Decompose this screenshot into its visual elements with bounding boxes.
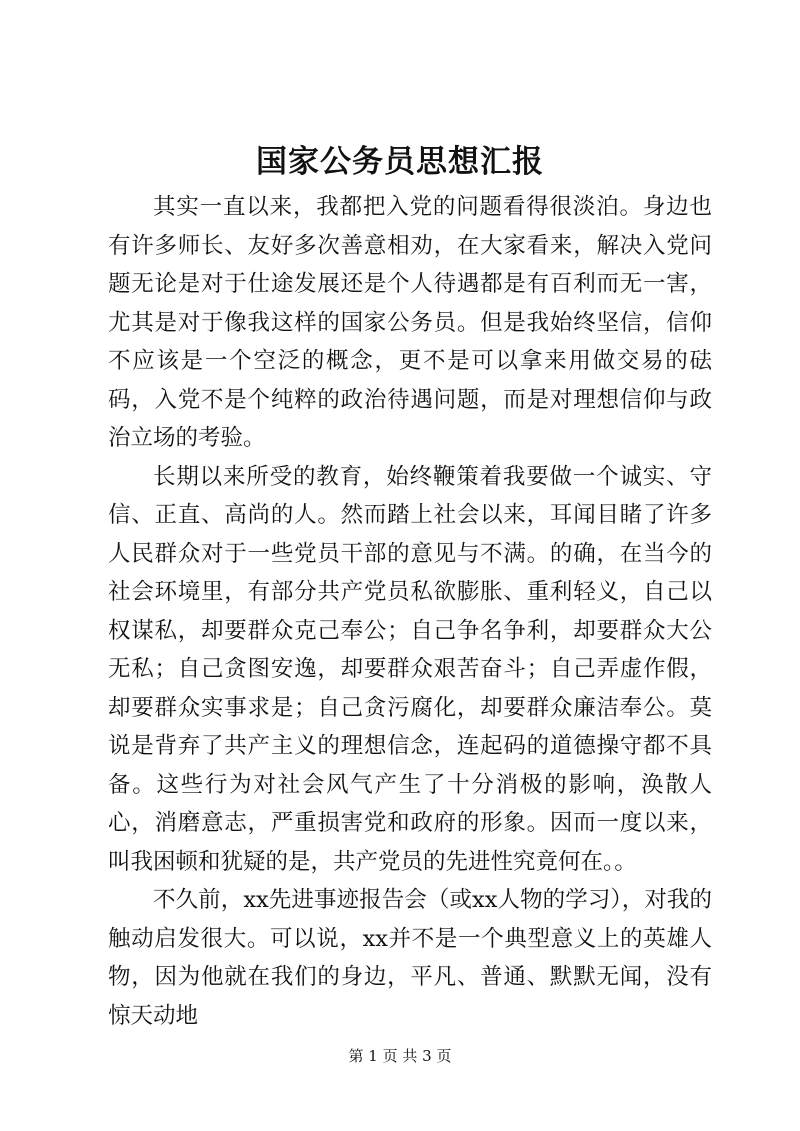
paragraph-2: 长期以来所受的教育，始终鞭策着我要做一个诚实、守信、正直、高尚的人。然而踏上社会以来，耳闻目睹了许多人民群众对于一些党员干部的意见与不满。的确，在当今的社会环境里，有部分共产党员私欲膨胀、重利轻义，自己以权谋私，却要群众克己奉公；自己争名争利，却要群众大公无私；自己贪图安逸，却要群众艰苦奋斗；自己弄虚作假，却要群众实事求是；自己贪污腐化，却要群众廉洁奉公。莫说是背弃了共产主义的理想信念，连起码的道德操守都不具备。这些行为对社会风气产生了十分消极的影响，涣散人心，消磨意志，严重损害党和政府的形象。因而一度以来，叫我困顿和犹疑的是，共产党员的先进性究竟何在。。 <box>108 463 712 875</box>
document-body <box>108 188 712 1035</box>
paragraph-1: 其实一直以来，我都把入党的问题看得很淡泊。身边也有许多师长、友好多次善意相劝，在大家看来，解决入党问题无论是对于仕途发展还是个人待遇都是有百利而无一害，尤其是对于像我这样的国家公务员。但是我始终坚信，信仰不应该是一个空泛的概念，更不是可以拿来用做交易的砝码，入党不是个纯粹的政治待遇问题，而是对理想信仰与政治立场的考验。 <box>108 194 712 451</box>
paragraph-3: 不久前，xx先进事迹报告会（或xx人物的学习），对我的触动启发很大。可以说，xx并不是一个典型意义上的英雄人物，因为他就在我们的身边，平凡、普通、默默无闻，没有惊天动地 <box>108 887 712 1029</box>
document-title: 国家公务员思想汇报 <box>256 144 544 180</box>
page-footer: 第 1 页 共 3 页 <box>348 1047 452 1065</box>
